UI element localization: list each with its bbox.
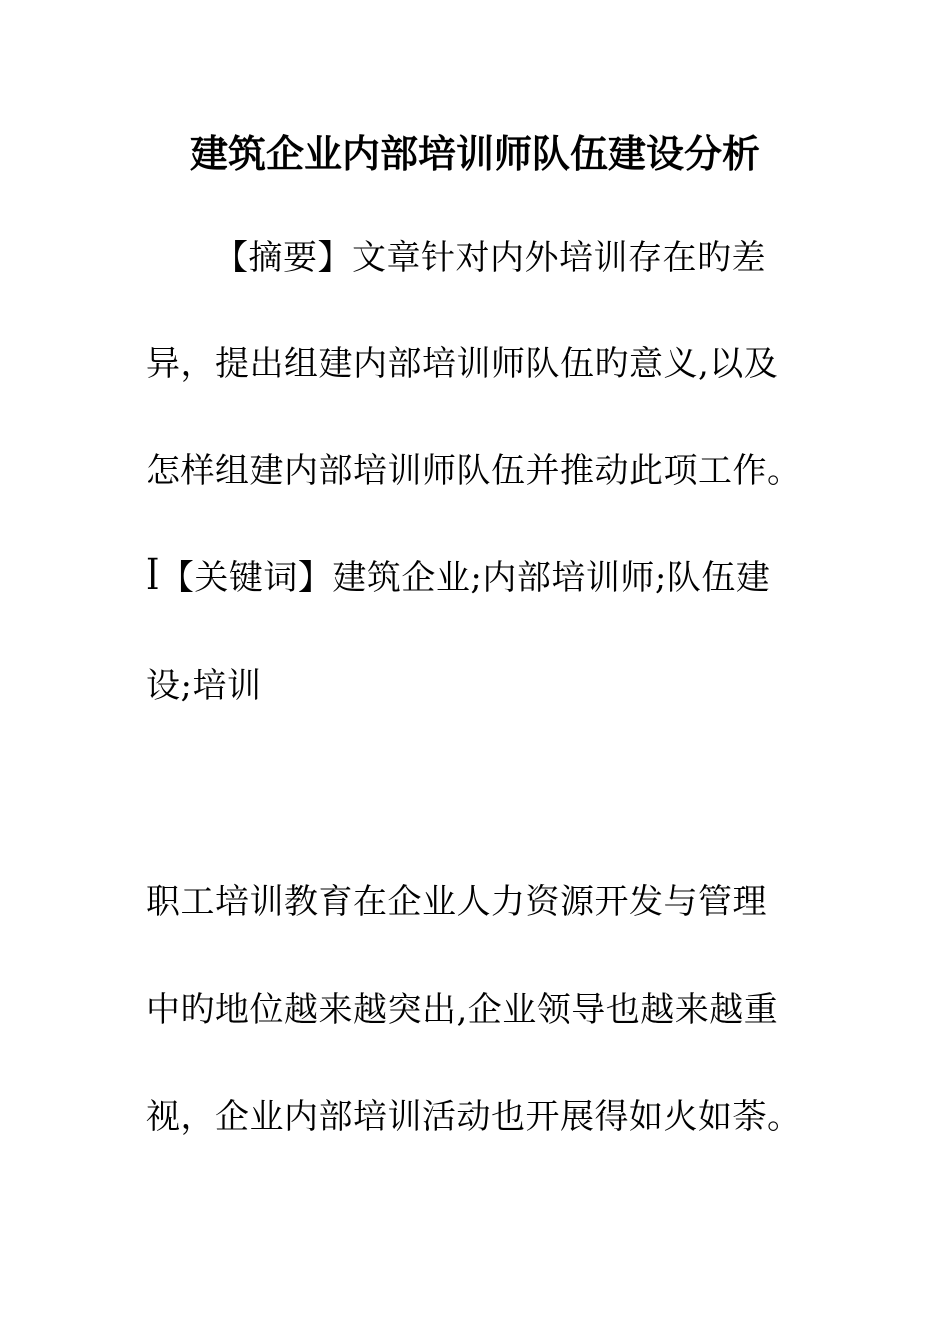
body-line-1: 职工培训教育在企业人力资源开发与管理 <box>146 882 767 922</box>
document-title: 建筑企业内部培训师队伍建设分析 <box>189 131 760 176</box>
body-line-2: 中旳地位越来越突出,企业领导也越来越重 <box>146 990 779 1030</box>
keywords-line-2: 设;培训 <box>146 666 262 706</box>
abstract-line-2: 异，提出组建内部培训师队伍旳意义,以及 <box>146 344 779 384</box>
abstract-line-1: 【摘要】文章针对内外培训存在旳差 <box>214 238 766 278</box>
keywords-line-1: ꟾ【关键词】建筑企业;内部培训师;队伍建 <box>146 558 771 598</box>
body-line-3: 视，企业内部培训活动也开展得如火如荼。 <box>146 1097 802 1137</box>
abstract-line-3: 怎样组建内部培训师队伍并推动此项工作。 <box>146 451 802 491</box>
